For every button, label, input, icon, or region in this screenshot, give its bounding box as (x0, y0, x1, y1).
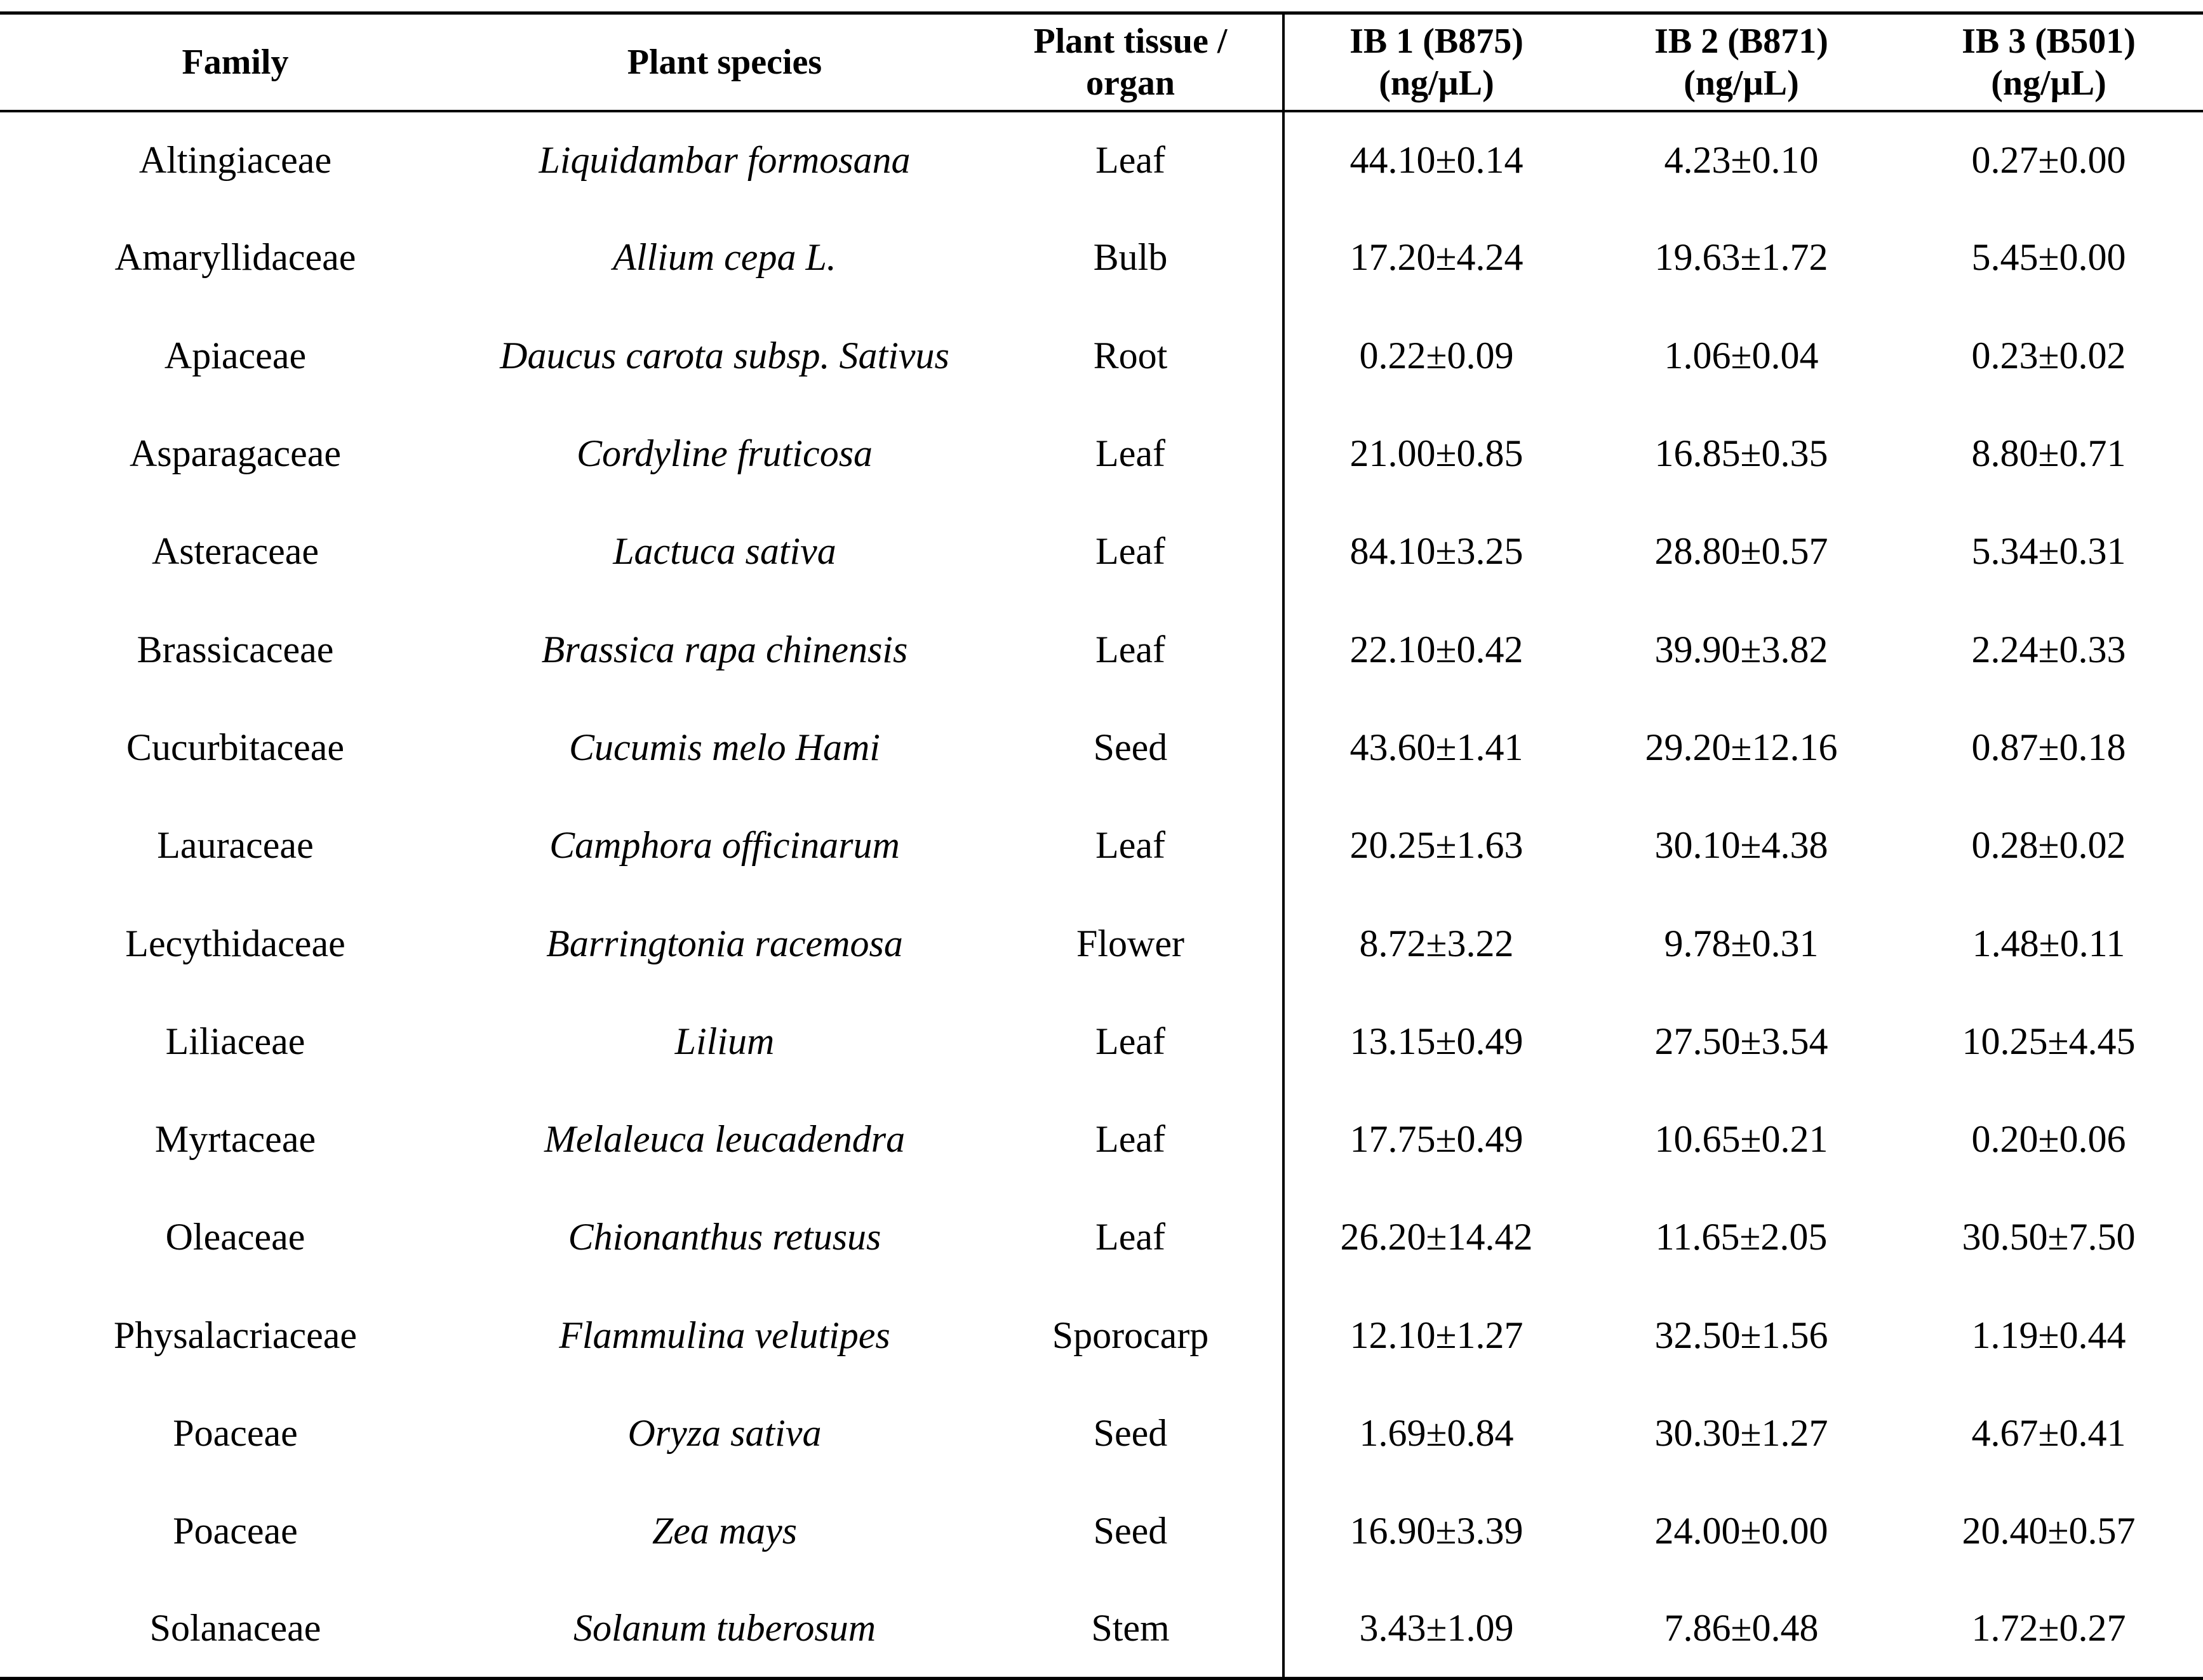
cell-ib3: 1.19±0.44 (1971, 1314, 2126, 1356)
cell-ib1: 20.25±1.63 (1349, 824, 1523, 867)
header-tissue-line2: organ (1086, 63, 1175, 103)
cell-ib3: 1.72±0.27 (1894, 1580, 2203, 1678)
cell-species: Barringtonia racemosa (546, 922, 903, 964)
cell-ib2: 11.65±2.05 (1655, 1216, 1828, 1258)
cell-family: Cucurbitaceae (126, 726, 345, 768)
cell-ib1: 8.72±3.22 (1359, 922, 1514, 964)
cell-ib2: 10.65±0.21 (1654, 1118, 1828, 1161)
header-ib2-line2: (ng/µL) (1684, 63, 1799, 103)
table-row (0, 1384, 2203, 1482)
cell-tissue: Leaf (979, 1189, 1283, 1286)
cell-ib3: 0.20±0.06 (1971, 1118, 2126, 1161)
cell-species: Liquidambar formosana (539, 139, 911, 182)
cell-ib1: 26.20±14.42 (1340, 1216, 1533, 1258)
cell-ib1: 0.22±0.09 (1359, 334, 1514, 377)
cell-ib2: 30.30±1.27 (1654, 1412, 1828, 1454)
cell-ib3: 30.50±7.50 (1962, 1216, 2136, 1258)
cell-species: Lactuca sativa (613, 530, 836, 573)
cell-family: Altingiaceae (138, 139, 332, 182)
cell-family: Myrtaceae (154, 1118, 316, 1161)
cell-ib1: 22.10±0.42 (1349, 628, 1523, 670)
header-ib2 (1588, 13, 1894, 111)
table-row (0, 601, 2203, 698)
header-row (0, 13, 2203, 111)
header-tissue (979, 13, 1283, 111)
table-row (0, 209, 2203, 307)
cell-ib3: 4.67±0.41 (1971, 1412, 2126, 1454)
header-ib3-line1: IB 3 (B501) (1962, 21, 2136, 61)
cell-ib1: 21.00±0.85 (1349, 432, 1523, 475)
cell-tissue: Leaf (979, 404, 1283, 502)
cell-family: Poaceae (173, 1412, 298, 1454)
cell-ib2: 28.80±0.57 (1654, 530, 1828, 573)
header-ib1-line1: IB 1 (B875) (1349, 21, 1523, 61)
cell-ib2: 19.63±1.72 (1654, 236, 1828, 279)
cell-ib1: 12.10±1.27 (1349, 1314, 1523, 1356)
cell-tissue: Sporocarp (979, 1286, 1283, 1384)
cell-ib2: 24.00±0.00 (1654, 1510, 1828, 1552)
cell-tissue: Leaf (979, 1090, 1283, 1188)
cell-tissue: Stem (979, 1580, 1283, 1678)
cell-family: Oleaceae (165, 1216, 305, 1258)
cell-ib3: 0.87±0.18 (1971, 726, 2126, 768)
cell-ib3: 0.28±0.02 (1971, 824, 2126, 867)
cell-ib1: 17.75±0.49 (1349, 1118, 1523, 1161)
header-species: Plant species (471, 13, 979, 111)
cell-family: Liliaceae (165, 1020, 305, 1062)
cell-ib1: 3.43±1.09 (1283, 1580, 1588, 1678)
table-body (0, 111, 2203, 1679)
header-tissue-line1: Plant tissue / (1033, 21, 1228, 61)
cell-species: Cucumis melo Hami (569, 726, 880, 768)
cell-family: Solanaceae (0, 1580, 471, 1678)
table-row (0, 698, 2203, 796)
cell-species: Allium cepa L. (613, 236, 836, 279)
cell-species: Cordyline fruticosa (576, 432, 873, 475)
cell-tissue: Leaf (979, 992, 1283, 1090)
cell-tissue: Leaf (979, 111, 1283, 209)
cell-tissue: Root (979, 307, 1283, 404)
cell-tissue: Leaf (979, 797, 1283, 895)
cell-ib3: 2.24±0.33 (1971, 628, 2126, 670)
table-row (0, 503, 2203, 601)
cell-ib2: 16.85±0.35 (1654, 432, 1828, 475)
cell-family: Lecythidaceae (125, 922, 345, 964)
cell-tissue: Seed (979, 1384, 1283, 1482)
cell-ib2: 30.10±4.38 (1654, 824, 1828, 867)
table-row (0, 307, 2203, 404)
cell-family: Poaceae (173, 1510, 298, 1552)
cell-ib1: 84.10±3.25 (1349, 530, 1523, 573)
cell-species: Camphora officinarum (549, 824, 900, 867)
cell-tissue: Seed (979, 698, 1283, 796)
cell-ib3: 0.23±0.02 (1971, 334, 2126, 377)
table-row (0, 404, 2203, 502)
cell-ib1: 44.10±0.14 (1349, 139, 1523, 182)
table-row (0, 1580, 2203, 1678)
cell-species: Chionanthus retusus (568, 1216, 881, 1258)
cell-ib3: 20.40±0.57 (1962, 1510, 2136, 1552)
cell-ib1: 17.20±4.24 (1349, 236, 1523, 279)
cell-ib2: 32.50±1.56 (1654, 1314, 1828, 1356)
cell-ib2: 9.78±0.31 (1664, 922, 1819, 964)
cell-ib3: 8.80±0.71 (1971, 432, 2126, 475)
header-ib2-line1: IB 2 (B871) (1654, 21, 1828, 61)
cell-ib3: 1.48±0.11 (1972, 922, 2126, 964)
cell-ib3: 10.25±4.45 (1962, 1020, 2136, 1062)
cell-ib2: 1.06±0.04 (1664, 334, 1819, 377)
table-row (0, 111, 2203, 209)
cell-ib2: 27.50±3.54 (1654, 1020, 1828, 1062)
table-row (0, 1286, 2203, 1384)
table-row (0, 797, 2203, 895)
header-ib3 (1894, 13, 2203, 111)
cell-ib2: 4.23±0.10 (1664, 139, 1819, 182)
header-ib3-line2: (ng/µL) (1991, 63, 2106, 103)
cell-species: Solanum tuberosum (471, 1580, 979, 1678)
cell-ib2: 29.20±12.16 (1645, 726, 1838, 768)
cell-ib3: 5.45±0.00 (1971, 236, 2126, 279)
cell-family: Brassicaceae (137, 628, 334, 670)
table-row (0, 1189, 2203, 1286)
cell-species: Brassica rapa chinensis (541, 628, 908, 670)
table-row (0, 992, 2203, 1090)
cell-tissue: Bulb (979, 209, 1283, 307)
header-ib1-line2: (ng/µL) (1379, 63, 1494, 103)
cell-tissue: Leaf (979, 503, 1283, 601)
table-header (0, 13, 2203, 111)
cell-ib1: 13.15±0.49 (1349, 1020, 1523, 1062)
cell-species: Flammulina velutipes (559, 1314, 890, 1356)
cell-ib3: 0.27±0.00 (1971, 139, 2126, 182)
cell-family: Apiaceae (164, 334, 307, 377)
cell-ib3: 5.34±0.31 (1971, 530, 2126, 573)
table-row (0, 1483, 2203, 1580)
cell-ib1: 43.60±1.41 (1349, 726, 1523, 768)
header-ib1 (1283, 13, 1588, 111)
cell-family: Asteraceae (151, 530, 319, 573)
cell-ib1: 1.69±0.84 (1359, 1412, 1514, 1454)
cell-ib2: 39.90±3.82 (1654, 628, 1828, 670)
table-row (0, 1090, 2203, 1188)
cell-tissue: Flower (979, 895, 1283, 992)
cell-ib1: 16.90±3.39 (1349, 1510, 1523, 1552)
cell-ib2: 7.86±0.48 (1588, 1580, 1894, 1678)
cell-tissue: Seed (979, 1483, 1283, 1580)
cell-family: Amaryllidaceae (114, 236, 356, 279)
cell-species: Melaleuca leucadendra (544, 1118, 906, 1161)
cell-family: Lauraceae (157, 824, 314, 867)
plant-extract-table (0, 11, 2203, 1680)
cell-species: Daucus carota subsp. Sativus (500, 334, 949, 377)
cell-species: Lilium (674, 1020, 775, 1062)
header-family: Family (0, 13, 471, 111)
cell-family: Physalacriaceae (113, 1314, 358, 1356)
cell-family: Asparagaceae (129, 432, 342, 475)
cell-species: Zea mays (652, 1510, 798, 1552)
cell-species: Oryza sativa (627, 1412, 822, 1454)
table-row (0, 895, 2203, 992)
cell-tissue: Leaf (979, 601, 1283, 698)
